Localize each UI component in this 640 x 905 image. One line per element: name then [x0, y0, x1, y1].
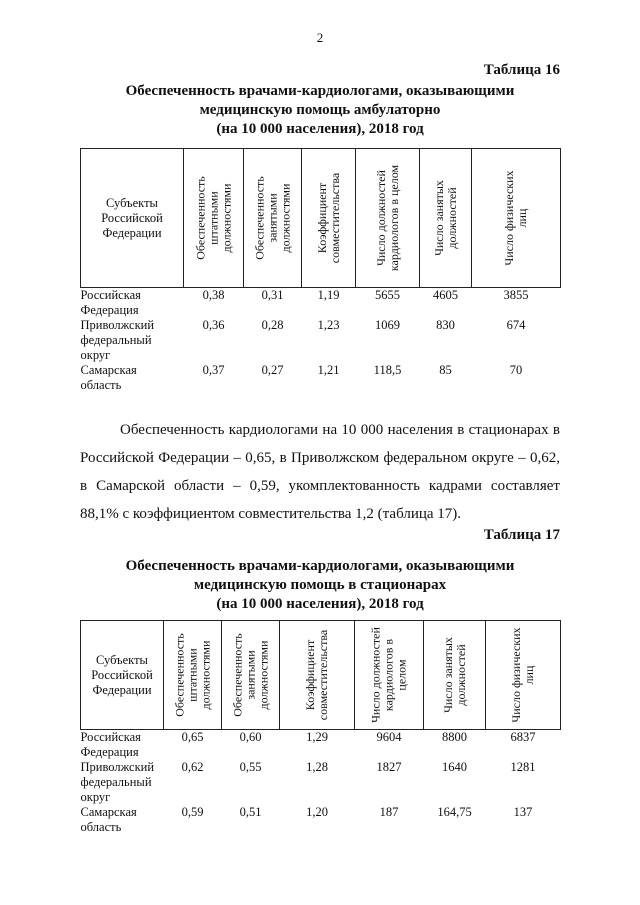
table-cell: 0,27 [261, 363, 284, 377]
table-row [81, 318, 561, 363]
row-label-line: округ [80, 790, 111, 804]
column-header [244, 149, 302, 288]
body-paragraph [80, 416, 560, 528]
header-line: занятыми [243, 650, 257, 700]
table-cell: 1,20 [306, 805, 328, 819]
table17-title-line: медицинскую помощь в стационарах [193, 577, 447, 593]
table-cell: 0,60 [239, 730, 262, 744]
column-header [420, 149, 472, 288]
table-cell: 0,36 [202, 318, 225, 332]
column-header [302, 149, 356, 288]
header-line: должностями [198, 640, 212, 710]
header-line: совместительства [327, 172, 342, 264]
rotated-header-text [503, 170, 529, 265]
rotated-header-text [510, 627, 536, 722]
table-cell: 1,19 [317, 288, 340, 302]
header-line: Субъекты [106, 195, 158, 210]
header-line: должностями [219, 183, 233, 253]
table-cell: 830 [436, 318, 455, 332]
table-cell: 1,29 [306, 730, 328, 744]
table-cell: 164,75 [437, 805, 472, 819]
column-header [164, 621, 222, 730]
table-cell: 9604 [376, 730, 402, 744]
column-header-subjects [81, 149, 184, 288]
table-cell: 0,28 [261, 318, 284, 332]
table-cell: 85 [439, 363, 452, 377]
table-cell: 137 [513, 805, 533, 819]
table16-label: Таблица 16 [483, 62, 560, 78]
table17 [80, 620, 561, 835]
table17-header-row [81, 621, 561, 730]
table16-title-line: Обеспеченность врачами-кардиологами, оказывающими [125, 83, 515, 99]
header-line: Число занятых [440, 637, 455, 713]
row-label [81, 805, 164, 835]
header-line: должностями [278, 183, 292, 253]
header-line: Российской [91, 667, 153, 682]
row-label-line: Российская [80, 730, 141, 744]
rotated-header-text [304, 630, 330, 720]
row-label-line: Федерация [80, 745, 139, 759]
row-label-line: Федерация [80, 303, 139, 317]
table-cell: 0,59 [181, 805, 204, 819]
table-cell: 1640 [442, 760, 467, 774]
column-header [486, 621, 561, 730]
rotated-header-text [231, 633, 270, 717]
header-line: Коэффициент [303, 639, 317, 711]
table-cell: 70 [509, 363, 523, 377]
header-line: Число должностей [373, 170, 388, 266]
table-cell: 0,31 [261, 288, 284, 302]
table-row [81, 363, 561, 393]
header-line: кардиологов в [381, 638, 396, 712]
rotated-header-text [316, 173, 342, 263]
table-row [81, 730, 561, 761]
column-header [355, 621, 424, 730]
header-line: должностями [256, 640, 270, 710]
row-label-line: Российская [80, 288, 141, 302]
table-cell: 1,23 [317, 318, 340, 332]
table17-title [80, 557, 560, 614]
header-line: лиц [522, 665, 536, 685]
table-cell: 0,51 [239, 805, 262, 819]
table-cell: 1,28 [306, 760, 328, 774]
table16-header-row [81, 149, 561, 288]
table16-title-line: (на 10 000 населения), 2018 год [216, 121, 424, 137]
table-cell: 8800 [442, 730, 467, 744]
table-row [81, 288, 561, 319]
header-line: должностей [444, 187, 459, 249]
row-label-line: Самарская [80, 363, 137, 377]
table-cell: 0,38 [202, 288, 225, 302]
rotated-header-text [442, 637, 468, 713]
table-cell: 0,37 [202, 363, 225, 377]
column-header [424, 621, 486, 730]
table-cell: 4605 [433, 288, 458, 302]
header-line: штатными [206, 191, 220, 245]
table-cell: 1,21 [317, 363, 340, 377]
header-line: Обеспеченность [230, 633, 244, 717]
row-label-line: область [80, 820, 122, 834]
table-row [81, 805, 561, 835]
header-line: Обеспеченность [193, 176, 207, 260]
table17-title-line: Обеспеченность врачами-кардиологами, оказывающими [125, 558, 515, 574]
rotated-header-text [433, 180, 459, 256]
header-line: Число физических [509, 627, 523, 723]
table-cell: 1281 [510, 760, 536, 774]
table-cell: 5655 [375, 288, 400, 302]
column-header [356, 149, 420, 288]
header-line: Федерации [102, 225, 162, 240]
row-label-line: Приволжский [80, 760, 155, 774]
table-cell: 1069 [375, 318, 400, 332]
header-line: Субъекты [96, 652, 148, 667]
header-line: Обеспеченность [172, 633, 186, 717]
table17-body [81, 730, 561, 836]
page-number: 2 [316, 30, 324, 45]
row-label [81, 730, 164, 761]
row-label [81, 760, 164, 805]
header-line: занятыми [265, 193, 279, 243]
table-cell: 6837 [510, 730, 536, 744]
column-header [184, 149, 244, 288]
row-label-line: округ [80, 348, 111, 362]
column-header [472, 149, 561, 288]
header-line: Российской [101, 210, 163, 225]
table16-title [80, 82, 560, 139]
column-header-subjects [81, 621, 164, 730]
header-line: лиц [515, 208, 529, 228]
row-label-line: федеральный [80, 775, 152, 789]
header-line: целом [394, 659, 409, 691]
header-line: Коэффициент [314, 182, 329, 254]
row-label-line: Самарская [80, 805, 137, 819]
table17-label: Таблица 17 [483, 527, 560, 543]
rotated-header-text [370, 627, 409, 723]
column-header [222, 621, 280, 730]
table-cell: 118,5 [373, 363, 402, 377]
row-label-line: область [80, 378, 122, 392]
table-cell: 0,55 [239, 760, 262, 774]
header-line: совместительства [316, 629, 330, 721]
row-label [81, 363, 184, 393]
header-line: Число физических [502, 170, 516, 266]
rotated-header-text [253, 176, 292, 260]
table16-body [81, 288, 561, 394]
row-label-line: федеральный [80, 333, 152, 347]
table16 [80, 148, 561, 393]
table17-title-line: (на 10 000 населения), 2018 год [216, 596, 424, 612]
header-line: Федерации [92, 682, 152, 697]
column-header [280, 621, 355, 730]
paragraph-text: Обеспеченность кардиологами на 10 000 населения в стационарах в Российской Федерации – 0,65, в Приволжском федеральном округе – 0,62, в Самарской области – 0,59, укомплектованность кадрами составляет 88,1% с коэффициентом совместительства 1,2 (таблица 17). [80, 422, 560, 522]
rotated-header-text [194, 176, 233, 260]
table-cell: 187 [379, 805, 399, 819]
header-line: Обеспеченность [252, 176, 266, 260]
table-cell: 3855 [503, 288, 529, 302]
rotated-header-text [173, 633, 212, 717]
header-line: Число должностей [368, 627, 383, 723]
table-cell: 674 [506, 318, 526, 332]
table16-title-line: медицинскую помощь амбулаторно [199, 102, 441, 118]
row-label [81, 318, 184, 363]
header-line: кардиологов в целом [386, 164, 401, 272]
row-label [81, 288, 184, 319]
table-row [81, 760, 561, 805]
header-line: Число занятых [431, 180, 446, 256]
header-line: должностей [453, 644, 468, 706]
header-line: штатными [185, 648, 199, 702]
table-cell: 1827 [376, 760, 402, 774]
table-cell: 0,65 [181, 730, 204, 744]
rotated-header-text [375, 165, 401, 271]
table-cell: 0,62 [181, 760, 204, 774]
row-label-line: Приволжский [80, 318, 155, 332]
